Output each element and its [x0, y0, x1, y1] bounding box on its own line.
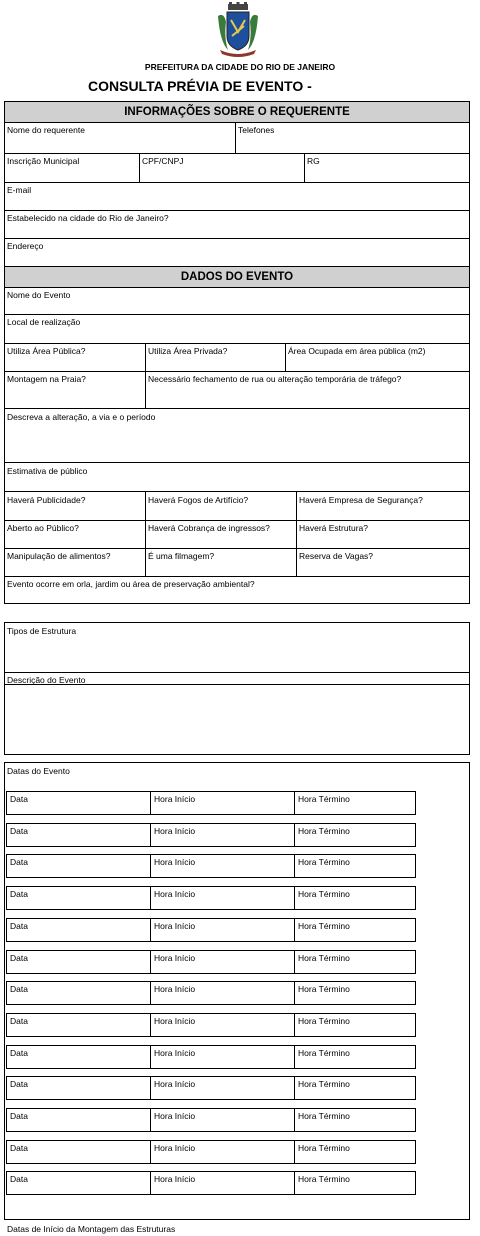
montagem-datas-label: Datas de Início da Montagem das Estruturas [7, 1224, 176, 1234]
estabelecido-field[interactable]: Estabelecido na cidade do Rio de Janeiro? [7, 213, 169, 223]
montagem-praia-field[interactable]: Montagem na Praia? [7, 374, 86, 384]
descricao-evento-field[interactable]: Descrição do Evento [7, 675, 86, 685]
descreva-alteracao-field[interactable]: Descreva a alteração, a via e o período [7, 412, 156, 422]
estrutura-field[interactable]: Haverá Estrutura? [299, 523, 368, 533]
fogos-field[interactable]: Haverá Fogos de Artifício? [148, 495, 249, 505]
hora-inicio-field[interactable]: Hora Início [151, 792, 295, 814]
date-field[interactable]: Data [7, 1077, 151, 1099]
estrutura-box [4, 622, 470, 755]
date-row [6, 1045, 416, 1069]
date-row [6, 1171, 416, 1195]
hora-termino-field[interactable]: Hora Término [298, 825, 350, 836]
rg-field[interactable]: RG [307, 156, 320, 166]
area-ocupada-field[interactable]: Área Ocupada em área pública (m2) [288, 346, 426, 356]
local-realizacao-field[interactable]: Local de realização [7, 317, 81, 327]
date-field[interactable]: Data [7, 982, 151, 1004]
hora-termino-field[interactable]: Hora Término [298, 857, 350, 868]
date-row [6, 950, 416, 974]
date-row [6, 1108, 416, 1132]
hora-inicio-field[interactable]: Hora Início [151, 1141, 295, 1163]
date-row [6, 791, 416, 815]
alimentos-field[interactable]: Manipulação de alimentos? [7, 551, 111, 561]
hora-termino-field[interactable]: Hora Término [298, 1111, 350, 1121]
date-row [6, 854, 416, 878]
hora-termino-field[interactable]: Hora Término [298, 920, 350, 931]
date-row [6, 918, 416, 942]
estimativa-publico-field[interactable]: Estimativa de público [7, 466, 88, 476]
date-field[interactable]: Data [7, 792, 151, 814]
date-row [6, 1076, 416, 1100]
date-field[interactable]: Data [7, 1109, 151, 1131]
hora-termino-field[interactable]: Hora Término [298, 984, 350, 995]
date-field[interactable]: Data [7, 887, 151, 909]
evento-header: DADOS DO EVENTO [5, 267, 469, 287]
hora-termino-field[interactable]: Hora Término [298, 1079, 350, 1090]
hora-inicio-field[interactable]: Hora Início [151, 1109, 295, 1131]
date-row [6, 981, 416, 1005]
city-crest-icon [214, 2, 262, 58]
hora-termino-field[interactable]: Hora Término [298, 952, 350, 963]
nome-requerente-field[interactable]: Nome do requerente [7, 125, 85, 135]
seguranca-field[interactable]: Haverá Empresa de Segurança? [299, 495, 423, 505]
date-field[interactable]: Data [7, 951, 151, 973]
date-field[interactable]: Data [7, 1014, 151, 1036]
date-row [6, 886, 416, 910]
publicidade-field[interactable]: Haverá Publicidade? [7, 495, 86, 505]
nome-evento-field[interactable]: Nome do Evento [7, 290, 71, 300]
hora-inicio-field[interactable]: Hora Início [151, 824, 295, 846]
hora-termino-field[interactable]: Hora Término [298, 1047, 350, 1058]
date-row [6, 823, 416, 847]
filmagem-field[interactable]: É uma filmagem? [148, 551, 215, 561]
inscricao-municipal-field[interactable]: Inscrição Municipal [7, 156, 80, 166]
cpf-cnpj-field[interactable]: CPF/CNPJ [142, 156, 184, 166]
orla-field[interactable]: Evento ocorre em orla, jardim ou área de preservação ambiental? [7, 579, 255, 589]
date-field[interactable]: Data [7, 919, 151, 941]
hora-termino-field[interactable]: Hora Término [298, 794, 350, 804]
area-privada-field[interactable]: Utiliza Área Privada? [148, 346, 228, 356]
tipos-estrutura-field[interactable]: Tipos de Estrutura [7, 626, 77, 636]
hora-inicio-field[interactable]: Hora Início [151, 919, 295, 941]
date-field[interactable]: Data [7, 1046, 151, 1068]
hora-inicio-field[interactable]: Hora Início [151, 1077, 295, 1099]
hora-inicio-field[interactable]: Hora Início [151, 1046, 295, 1068]
telefones-field[interactable]: Telefones [238, 125, 275, 135]
datas-evento-heading: Datas do Evento [7, 766, 70, 776]
endereco-field[interactable]: Endereço [7, 241, 44, 251]
hora-inicio-field[interactable]: Hora Início [151, 855, 295, 877]
hora-inicio-field[interactable]: Hora Início [151, 887, 295, 909]
date-row [6, 1013, 416, 1037]
hora-termino-field[interactable]: Hora Término [298, 1015, 350, 1026]
hora-termino-field[interactable]: Hora Término [298, 889, 350, 900]
date-field[interactable]: Data [7, 1141, 151, 1163]
area-publica-field[interactable]: Utiliza Área Pública? [7, 346, 86, 356]
hora-inicio-field[interactable]: Hora Início [151, 1014, 295, 1036]
date-row [6, 1140, 416, 1164]
date-field[interactable]: Data [7, 855, 151, 877]
date-field[interactable]: Data [7, 1172, 151, 1194]
cobranca-ingressos-field[interactable]: Haverá Cobrança de ingressos? [148, 523, 270, 533]
email-field[interactable]: E-mail [7, 185, 32, 195]
hora-inicio-field[interactable]: Hora Início [151, 951, 295, 973]
hora-termino-field[interactable]: Hora Término [298, 1142, 350, 1153]
form-title: CONSULTA PRÉVIA DE EVENTO - [88, 78, 312, 94]
organization-name: PREFEITURA DA CIDADE DO RIO DE JANEIRO [144, 62, 336, 72]
hora-termino-field[interactable]: Hora Término [298, 1174, 350, 1185]
fechamento-rua-field[interactable]: Necessário fechamento de rua ou alteração temporária de tráfego? [148, 374, 402, 384]
date-field[interactable]: Data [7, 824, 151, 846]
hora-inicio-field[interactable]: Hora Início [151, 1172, 295, 1194]
hora-inicio-field[interactable]: Hora Início [151, 982, 295, 1004]
aberto-publico-field[interactable]: Aberto ao Público? [7, 523, 79, 533]
requerente-header: INFORMAÇÕES SOBRE O REQUERENTE [5, 102, 469, 122]
reserva-vagas-field[interactable]: Reserva de Vagas? [299, 551, 374, 561]
